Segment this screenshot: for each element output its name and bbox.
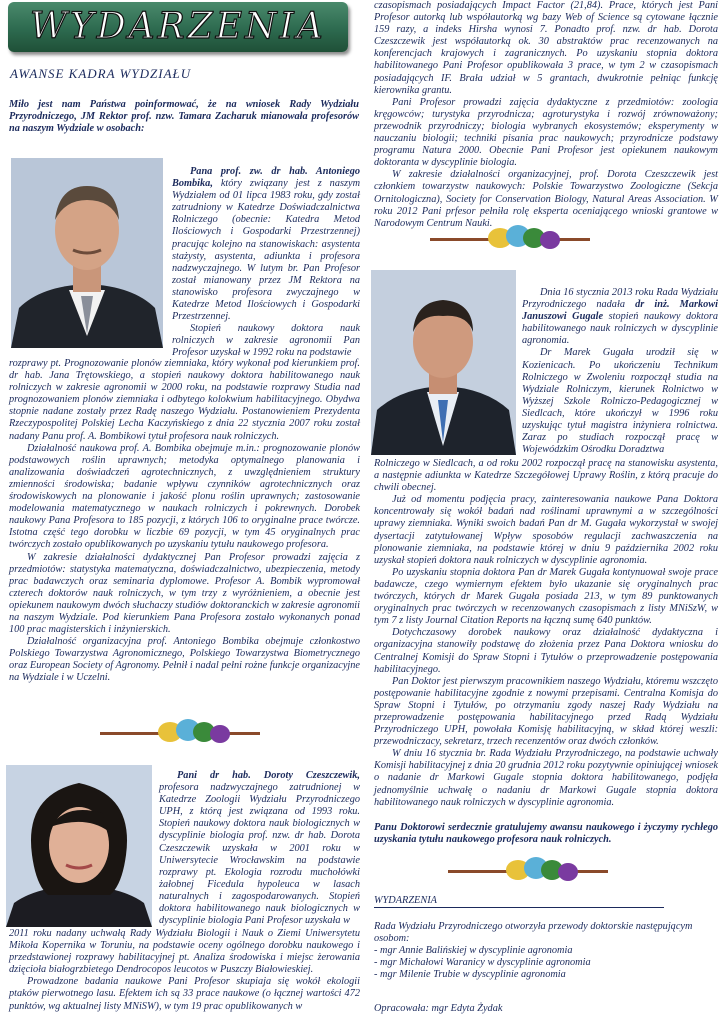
list-item: - mgr Annie Balińskiej w dyscyplinie agronomia bbox=[374, 945, 573, 957]
gugala-name: dr inż. Markowi Januszowi Gugale bbox=[522, 299, 719, 323]
congratulations: Panu Doktorowi serdecznie gratulujemy awansu naukowego i życzymy rychłego uzyskania tytułu naukowego profesora nauk rolniczych. bbox=[374, 822, 718, 846]
czeszczewik-bio: Pani dr hab. Doroty Czeszczewik, profesora nadzwyczajnego zatrudnionej w Katedrze Zoologii Wydziału Przyrodniczego UPH, z którą jest związana od 1993 roku. Stopień naukowy doktora nauk biologicznych w dyscyplinie biologia prof. nzw. dr hab. Dorota Czeszczewik uzyskała w 2001 roku w Uniwersytecie Wrocławskim na podstawie rozprawy pt. Ekologia rozrodu muchołówki żałobnej Ficedula hypoleuca w lasach naturalnych i zagospodarowanych. Stopień doktora habilitowanego nauk biologicznych w dyscyplinie biologia Pani Profesor uzyskała w bbox=[159, 770, 360, 927]
wydarzenia-list: Rada Wydziału Przyrodniczego otworzyła przewody doktorskie następującym osobom: - mgr Annie Balińskiej w dyscyplinie agronomia - mgr Michałowi Waranicy w dyscyplinie agronomia - mgr Milenie Trubie w dyscyplinie agronomia bbox=[374, 921, 718, 981]
section-title: AWANSE KADRA WYDZIAŁU bbox=[10, 66, 192, 81]
gugala-bio: Dnia 16 stycznia 2013 roku Rada Wydziału Przyrodniczego nadała dr inż. Markowi Januszowi Gugale stopień naukowy doktora habilitowanego nauk rolniczych w dyscyplinie agronomia. Dr Marek Gugała urodził się w Kozienicach. Po ukończeniu Technikum Rolniczego w Zwoleniu rozpoczął studia na Wydziale Rolniczym, kierunek Rolnictwo w Wyższej Szkole Rolniczo-Pedagogicznej w Siedlcach, które ukończył w 1996 roku uzyskując tytuł magistra inżyniera rolnictwa. Zaraz po studiach rozpoczął pracę w Wojewódzkim Ośrodku Doradztwa bbox=[522, 287, 719, 456]
bombik-name: Pana prof. zw. dr hab. Antoniego Bombika, bbox=[172, 166, 360, 190]
banner-title: WYDARZENIA bbox=[30, 6, 326, 47]
gugala-photo bbox=[371, 270, 516, 455]
czeszczewik-bio-cont: 2011 roku nadany uchwałą Rady Wydziału Biologii i Nauk o Ziemi Uniwersytetu Mikoła Kopernika w Toruniu, na podstawie oceny ogólnego dorobku naukowego i przedstawionej rozprawy habilitacyjnej pt. Analiza środowiska i miejsc żerowania dzięcioła białogrzbietego Dendrocopos leucotos w Puszczy Białowieskiej. Prowadzone badania naukowe Pani Profesor skupiaja się wokół ekologii ptaków pierwotnego lasu. Efektem ich są 33 prace naukowe (o łącznej wartości 472 punktów, wg aktualnej listy MNiSW), w tym 19 prac opublikowanych w bbox=[9, 928, 360, 1012]
czeszczewik-right-col: czasopismach posiadających Impact Factor (21,84). Prace, których jest Pani Profesor autorką lub współautorką wg bazy Web of Science są cytowane łącznie 159 razy, a indeks Hirsha wynosi 7. Ponadto prof. nzw. dr hab. Dorota Czeszczewik jest współautorką ok. 30 abstraktów prac recenzowanych na konferencjach krajowych i zagranicznych. Po uzyskaniu stopnia doktora habilitowanego Pani Profesor opublikowała 3 prace, w tym 2 w czasopismach posiadających IF. Brała udział w 5 grantach, dwukrotnie pełniąc funkcję kierownika grantu. Pani Profesor prowadzi zajęcia dydaktyczne z przedmiotów: zoologia kręgowców; turystyka przyrodnicza; agroturystyka i rozwój zrównoważony; przewodnik przyrodniczy; biologia wybranych ekosystemów; eksperymenty w nauczaniu biologii; techniki pisania prac naukowych; przyrodnicze podstawy programu Natura 2000. Obecnie Pani Profesor jest opiekunem naukowym doktoranta w dyscyplinie biologia. W zakresie działalności organizacyjnej, prof. Dorota Czeszczewik jest członkiem towarzystw naukowych: Polskie Towarzystwo Zoologiczne (Sekcja Ornitologiczna), Society for Conservation Biology, Natural Areas Association. W roku 2012 Pani prfesor pełniła rolę eksperta oceniającego wnioski grantowe w Narodowym Centrum Nauki. bbox=[374, 0, 718, 229]
list-item: - mgr Michałowi Waranicy w dyscyplinie agronomia bbox=[374, 957, 591, 969]
list-item: - mgr Milenie Trubie w dyscyplinie agronomia bbox=[374, 969, 566, 981]
czeszczewik-photo bbox=[6, 765, 152, 927]
intro-paragraph: Miło jest nam Państwa poinformować, że na wniosek Rady Wydziału Przyrodniczego, JM Rektor prof. nzw. Tamara Zacharuk mianowała profesorów na naszym Wydziale w osobach: bbox=[9, 99, 359, 135]
wydarzenia-heading: WYDARZENIA bbox=[374, 895, 664, 908]
page-banner bbox=[8, 2, 348, 52]
bombik-bio: Pana prof. zw. dr hab. Antoniego Bombika, który związany jest z naszym Wydziałem od 01 lipca 1983 roku, gdy został zatrudniony w Katedrze Doświadczalnictwa Rolniczego (obecnie: Katedra Metod Ilościowych i Gospodarki Przestrzennej) pracując kolejno na stanowiskach: asystenta stażysty, asystenta, adiunkta i profesora nadzwyczajnego. W lutym br. Pan Profesor został mianowany przez JM Rektora na stanowisko profesora zwyczajnego w Katedrze Metod Ilościowych i Gospodarki Przestrzennej. Stopień naukowy doktora nauk rolniczych w zakresie agronomii Pan Profesor uzyskał w 1992 roku na podstawie bbox=[172, 166, 361, 359]
gugala-bio-cont: Rolniczego w Siedlcach, a od roku 2002 rozpoczął pracę na stanowisku asystenta, a następnie adiunkta w Katedrze Szczegółowej Uprawy Roślin, z którą pracuje do chwili obecnej. Już od momentu podjęcia pracy, zainteresowania naukowe Pana Doktora koncentrowały się wokół badań nad roślinami uprawnymi a w szczególności uprawy ziemniaka. Wyniki swoich badań Pan dr M. Gugała wykorzystał w swojej dysertacji zatytułowanej Wpływ sposobów regulacji zachwaszczenia na plonowanie ziemniaka, na podstawie której w dniu 9 października 2002 roku uzyskał stopień doktora nauk rolniczych w dyscyplinie agronomia. Po uzyskaniu stopnia doktora Pan dr Marek Gugała kontynuował swoje prace badawcze, czego wymiernym efektem było ukazanie się oryginalnych prac twórczych, których dr Marek Gugała posiada 213, w tym 89 punktowanych oryginalnych prac twórczych w recenzowanych czasopismach z listy MNiSzW, w tym 7 z listy Journal Citation Reports na łączną sumę 640 punktów. Dotychczasowy dorobek naukowy oraz działalność dydaktyczna i organizacyjna stanowiły podstawę do złożenia przez Pana Doktora wniosku do Centralnej Komisji do Spraw Stopni i Tytułów o przeprowadzenie postępowania habilitacyjnego. Pan Doktor jest pierwszym pracownikiem naszego Wydziału, któremu wszczęto postępowanie habilitacyjne zgodnie z nowymi przepisami. Centralna Komisja do Spraw Stopni i Tytułów, po otrzymaniu zgody naszej Rady Wydziału na przeprowadzenie postępowania habilitacyjnego przed Radą Wydziału Przyrodniczego UPH, powołała Komisję habilitacyjną, w skład której weszli: przewodniczacy, sekretarz, trzech recenzentów oraz dwóch członków. W dniu 16 stycznia br. Rada Wydziału Przyrodniczego, na podstawie uchwały Komisji habilitacyjnej z dnia 20 grudnia 2012 roku pozytywnie opiniującej wniosek o nadanie dr Markowi Gugale stopnia doktora habilitowanego, podjęła jednomyślnie uchwałę o nadaniu dr Markowi Gugale stopnia doktora habilitowanego nauk rolniczych w dyscyplinie agronomia. bbox=[374, 458, 718, 808]
decorative-divider bbox=[430, 218, 590, 258]
author-credit: Opracowała: mgr Edyta Żydak bbox=[374, 1003, 503, 1014]
decorative-divider bbox=[448, 850, 608, 890]
czeszczewik-name: Pani dr hab. Doroty Czeszczewik, bbox=[177, 770, 360, 781]
bombik-bio-cont: rozprawy pt. Prognozowanie plonów ziemniaka, który wykonał pod kierunkiem prof. dr hab. Jana Trętowskiego, a stopień naukowy doktora habilitowanego nauk rolniczych w zakresie agronomii w 2000 roku, na podstawie rozprawy Studia nad prognozowaniem plonów ziemniaka i odbytego kolokwium habilitacyjnego. Obydwa stopnie nadane zostały przez Radę naszego Wydziału. Postanowieniem Prezydenta Rzeczypospolitej Polskiej Lecha Kaczyńskiego z dnia 22 stycznia 2007 roku został nadany Panu prof. A. Bombikowi tytuł profesora nauk rolniczych. Działalność naukowa prof. A. Bombika obejmuje m.in.: prognozowanie plonów podstawowych roślin uprawnych; metodyka optymalnego planowania i analizowania doświadczeń agrotechnicznych, z uwzględnieniem struktury zmienności środowiska; badanie wpływu czynników agrotechnicznych oraz środowiskowych na plonowanie i jakość plonu roślin uprawnych; zastosowanie modelowania matematycznego w naukach rolniczych i pokrewnych. Dorobek naukowy Pana Profesora to 185 pozycji, z których 106 to oryginalne prace twórcze. Istotna część tego dorobku w liczbie 69 pozycji, w tym 45 oryginalnych prac twórczych zostało opublikowanych po uzyskaniu tytułu naukowego profesora. W zakresie działalności dydaktycznej Pan Profesor prowadzi zajęcia z przedmiotów: statystyka matematyczna, doświadczalnictwo, ubezpieczenia, metody prac badawczych oraz seminaria dyplomowe. Profesor A. Bombik wypromował czterech doktorów nauk rolniczych, w tym trzy z wyróżnieniem, a obecnie jest opiekunem naukowym dwóch słuchaczy studiów doktoranckich w zakresie agronomii na naszym Wydziale. Pod kierunkiem Pana Profesora zostało wykonanych ponad 100 prac magisterskich i inżynierskich. Działalność organizacyjna prof. Antoniego Bombika obejmuje członkostwo Polskiego Towarzystwa Agronomicznego, Polskiego Towarzystwa Biometrycznego oraz European Society of Agronomy. Pełnił i nadal pełni rożne funkcje organizacyjne na Wydziale i w Uczelni. bbox=[9, 358, 360, 684]
decorative-divider bbox=[100, 712, 260, 752]
bombik-photo bbox=[11, 158, 163, 348]
